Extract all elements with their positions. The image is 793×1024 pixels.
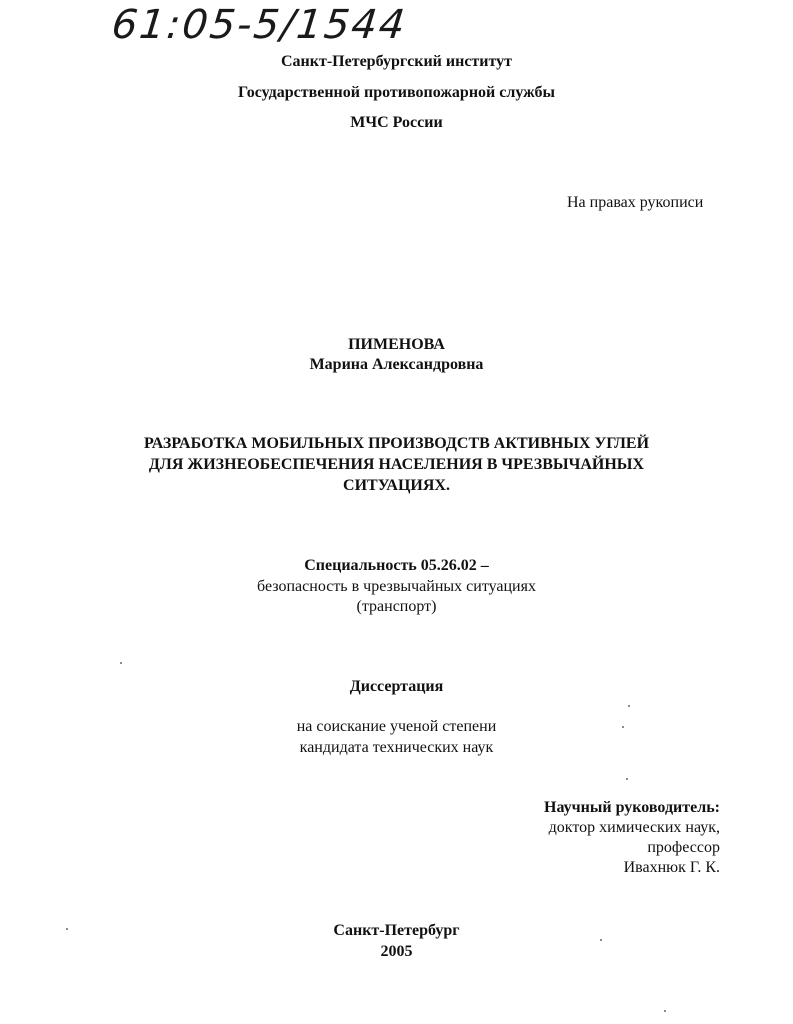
dissertation-title-line-3: СИТУАЦИЯХ. xyxy=(343,477,450,494)
degree-line-1: на соискание ученой степени xyxy=(296,718,497,735)
degree-line-2: кандидата технических наук xyxy=(299,739,494,756)
specialty-label: Специальность 05.26.02 – xyxy=(304,557,489,574)
footer-year: 2005 xyxy=(380,943,413,960)
specialty-line-2: безопасность в чрезвычайных ситуациях xyxy=(257,578,536,595)
author-surname: ПИМЕНОВА xyxy=(348,336,445,353)
scan-speck xyxy=(664,1010,666,1012)
advisor-degree: доктор химических наук, xyxy=(548,819,720,836)
handwritten-archive-code: 61:05-5/1544 xyxy=(109,2,409,48)
institute-line-3: МЧС России xyxy=(350,114,443,131)
advisor-label: Научный руководитель: xyxy=(544,799,720,816)
specialty-line-3: (транспорт) xyxy=(356,598,437,615)
dissertation-title-line-2: ДЛЯ ЖИЗНЕОБЕСПЕЧЕНИЯ НАСЕЛЕНИЯ В ЧРЕЗВЫЧАЙНЫХ xyxy=(148,456,645,473)
advisor-name: Ивахнюк Г. К. xyxy=(623,859,720,876)
scan-speck xyxy=(600,939,602,941)
scan-speck xyxy=(626,778,628,780)
institute-line-1: Санкт-Петербургский институт xyxy=(280,53,513,70)
dissertation-label: Диссертация xyxy=(349,678,444,695)
scan-speck xyxy=(66,928,68,930)
manuscript-note: На правах рукописи xyxy=(567,194,704,211)
scan-speck xyxy=(622,726,624,728)
footer-city: Санкт-Петербург xyxy=(333,922,460,939)
scan-speck xyxy=(120,662,122,664)
institute-line-2: Государственной противопожарной службы xyxy=(237,84,556,101)
scan-speck xyxy=(628,705,630,707)
advisor-title: профессор xyxy=(647,839,720,856)
dissertation-title-line-1: РАЗРАБОТКА МОБИЛЬНЫХ ПРОИЗВОДСТВ АКТИВНЫХ УГЛЕЙ xyxy=(143,435,650,452)
author-given-names: Марина Александровна xyxy=(309,356,484,373)
